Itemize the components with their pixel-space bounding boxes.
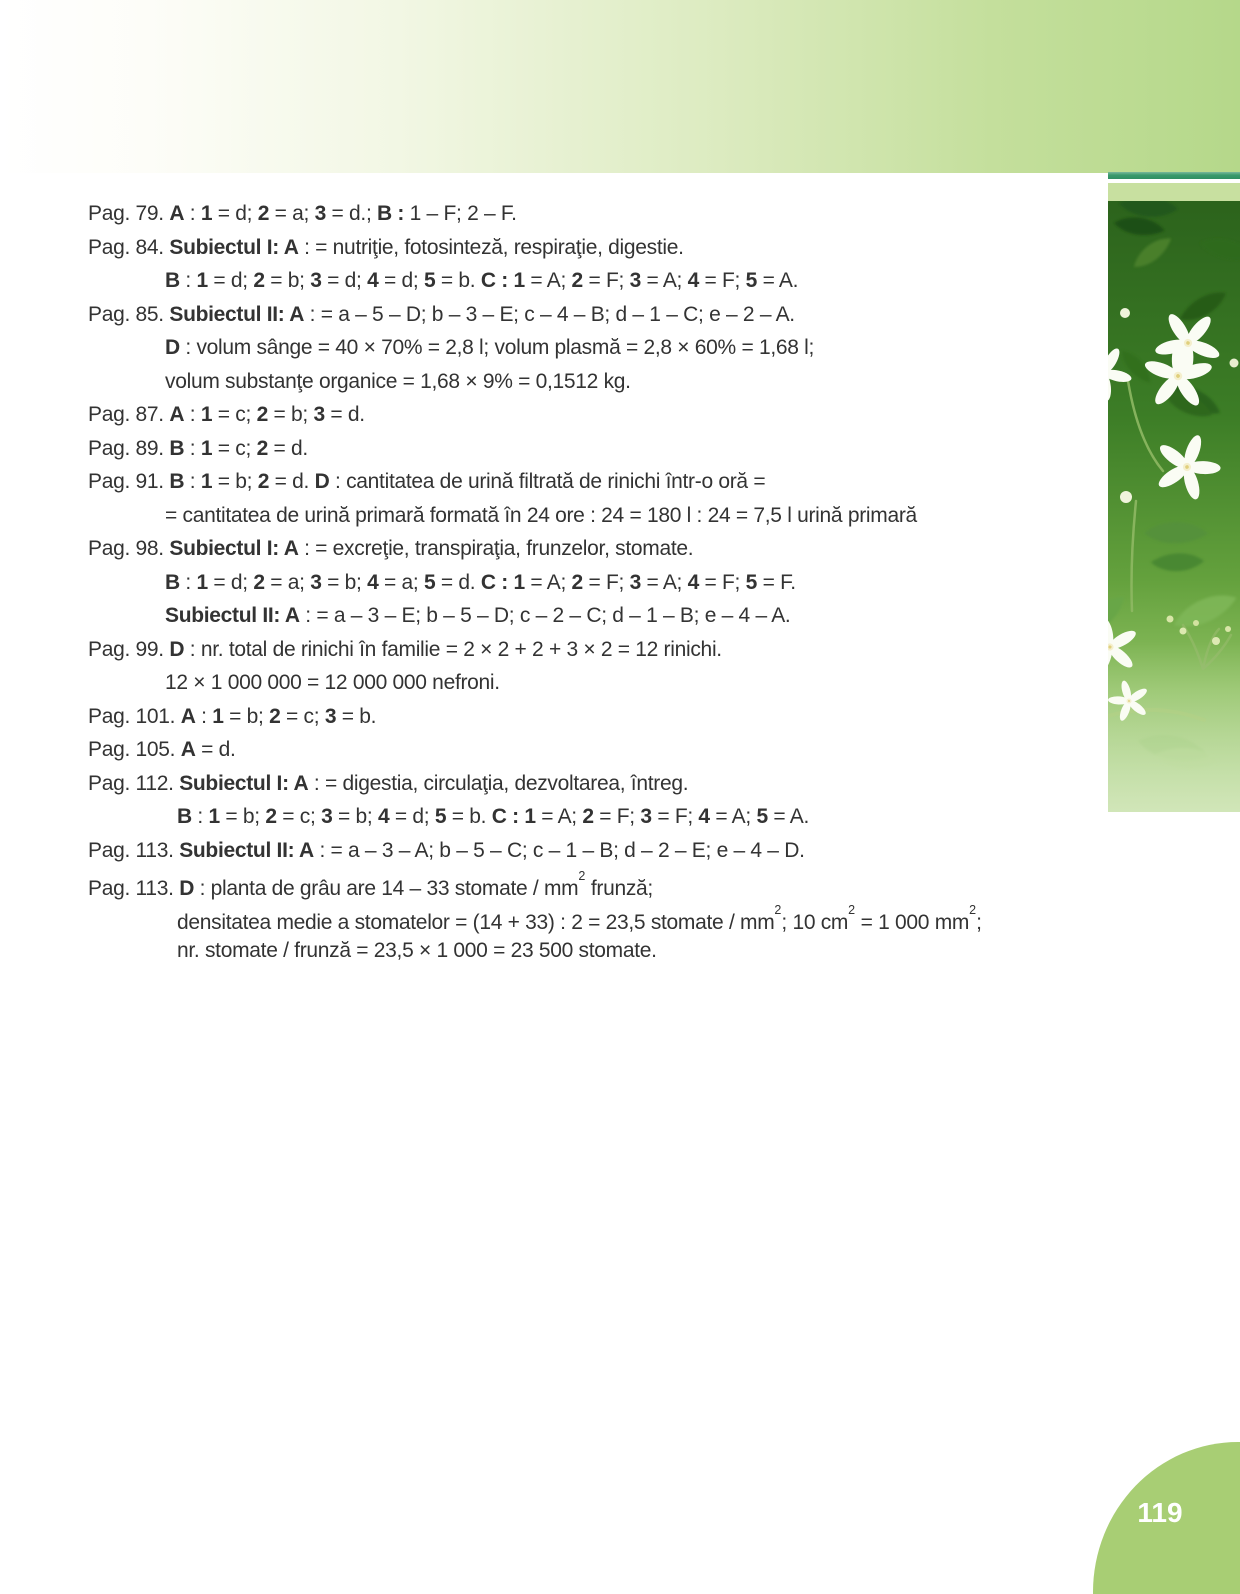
answer-line: Pag. 91. B : 1 = b; 2 = d. D : cantitatea de urină filtrată de rinichi într-o oră =	[88, 470, 766, 493]
answer-line: Pag. 98. Subiectul I: A : = excreţie, transpiraţia, frunzelor, stomate.	[88, 537, 694, 560]
header-gradient-band	[0, 0, 1240, 173]
answer-line: Pag. 113. Subiectul II: A : = a – 3 – A; b – 5 – C; c – 1 – B; d – 2 – E; e – 4 – D.	[88, 838, 805, 862]
flower-photo-illustration	[1108, 201, 1240, 812]
answer-line: D : volum sânge = 40 × 70% = 2,8 l; volum plasmă = 2,8 × 60% = 1,68 l;	[165, 336, 815, 359]
answer-line: Subiectul II: A : = a – 3 – E; b – 5 – D; c – 2 – C; d – 1 – B; e – 4 – A.	[165, 604, 791, 627]
answer-line: B : 1 = d; 2 = a; 3 = b; 4 = a; 5 = d. C : 1 = A; 2 = F; 3 = A; 4 = F; 5 = F.	[165, 570, 796, 594]
answer-line: Pag. 113. D : planta de grâu are 14 – 33 stomate / $mm^2$ frunză;	[88, 869, 653, 900]
answer-line: B : 1 = d; 2 = b; 3 = d; 4 = d; 5 = b. C : 1 = A; 2 = F; 3 = A; 4 = F; 5 = A.	[165, 269, 799, 292]
answers-text	[88, 197, 1088, 968]
answer-line: Pag. 79. A : 1 = d; 2 = a; 3 = d.; B : 1 – F; 2 – F.	[88, 202, 517, 225]
answer-line: Pag. 89. B : 1 = c; 2 = d.	[88, 436, 308, 460]
answer-line: Pag. 112. Subiectul I: A : = digestia, circulaţia, dezvoltarea, întreg.	[88, 771, 689, 795]
answer-line: 12 × 1 000 000 = 12 000 000 nefroni.	[165, 671, 500, 694]
answer-line: Pag. 101. A : 1 = b; 2 = c; 3 = b.	[88, 704, 377, 728]
answer-line: B : 1 = b; 2 = c; 3 = b; 4 = d; 5 = b. C : 1 = A; 2 = F; 3 = F; 4 = A; 5 = A.	[177, 805, 809, 828]
page-number-badge	[1093, 1442, 1240, 1594]
answer-line: = cantitatea de urină primară formată în 24 ore : 24 = 180 l : 24 = 7,5 l urină primară	[165, 503, 917, 527]
answer-line: volum substanţe organice = 1,68 × 9% = 0,1512 kg.	[165, 369, 631, 393]
answer-line: Pag. 85. Subiectul II: A : = a – 5 – D; b – 3 – E; c – 4 – B; d – 1 – C; e – 2 – A.	[88, 302, 795, 326]
answer-line: Pag. 84. Subiectul I: A : = nutriţie, fotosinteză, respiraţie, digestie.	[88, 235, 684, 259]
answer-line: densitatea medie a stomatelor = (14 + 33) : 2 = 23,5 stomate / $mm^2$; 10 $cm^2 = 1$ 000 $mm^2$;	[177, 902, 982, 934]
header-accent-line	[1108, 172, 1240, 179]
answer-line: Pag. 87. A : 1 = c; 2 = b; 3 = d.	[88, 403, 365, 426]
answer-line: Pag. 99. D : nr. total de rinichi în familie = 2 × 2 + 2 + 3 × 2 = 12 rinichi.	[88, 637, 722, 661]
answer-line: Pag. 105. A = d.	[88, 738, 236, 761]
photo-top-strip	[1108, 183, 1240, 201]
page-number: 119	[1137, 1497, 1183, 1528]
answer-line: nr. stomate / frunză = 23,5 × 1 000 = 23 500 stomate.	[177, 939, 657, 962]
flower-photo	[1108, 201, 1240, 812]
